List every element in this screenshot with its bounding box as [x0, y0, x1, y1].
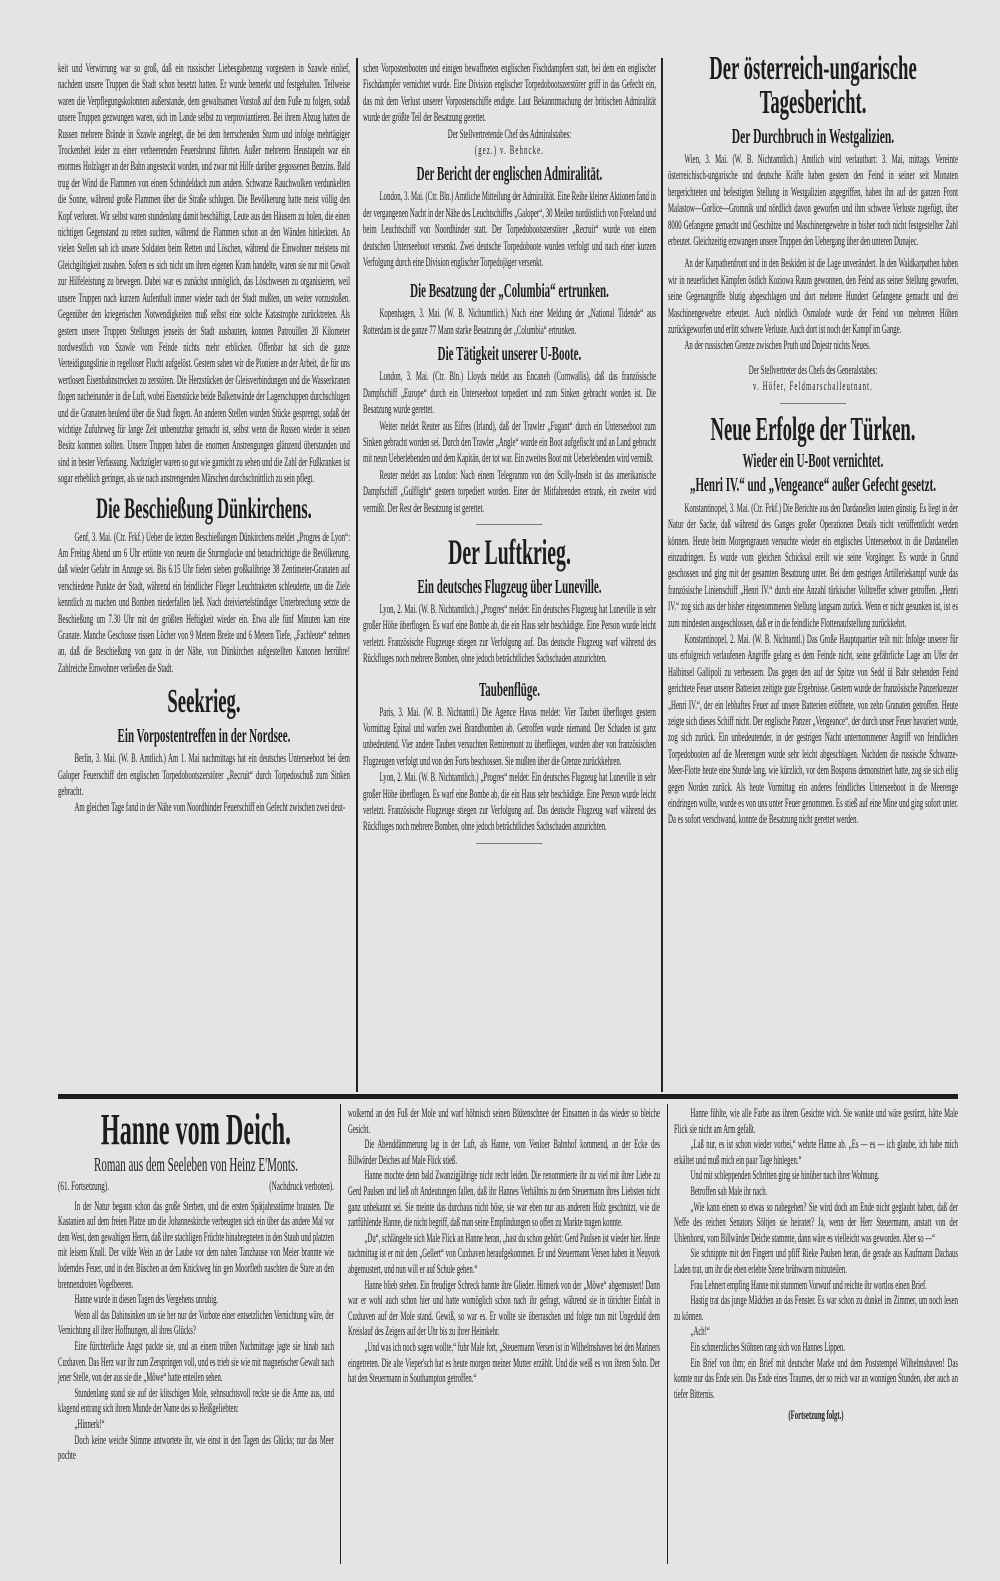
article-tauben-text: Paris, 3. Mai. (W. B. Nichtamtl.) Die Agence Havas meldet: Vier Tauben überflogen gestern Vormittag Epinal und warfen zwei Brandbomben ab. Getroffen wurde niemand. Der Schaden ist ganz unbedeutend. Vier andere Tauben versuchten Remiremont zu überfliegen, wurden aber von französischen Flugzeugen verfolgt und von den Forts beschossen. Sie mußten über die Grenze zurückkehren.: [363, 704, 656, 768]
article-wien-text-2: An der Karpathenfront und in den Beskiden ist die Lage unverändert. In den Waldkarpathen haben wir in neuerlichen Kämpfen östlich Koziowa Raum gewonnen, den Feind aus seiner Stellung geworfen, seine Gegenangriffe blutig abgeschlagen und dort mehrere Hundert Gefangene gemacht und drei Maschinengewehre erbeutet. Auch nördlich Osmalode wurde der Feind von mehreren Höhen zurückgeworfen und erlitt schwere Verluste. Auch dort ist noch der Kampf im Gange.: [668, 256, 958, 337]
novel-paragraph: „Laß nur, es ist schon wieder vorbei,“ wehrte Hanne ab. „Es — es — ich glaube, ich habe mich erkältet und muß mich ein paar Tage hinlegen.“: [674, 1137, 958, 1167]
subheadline-uboot: Wieder ein U-Boot vernichtet.: [742, 449, 884, 472]
article-uboote-text-2: Weiter meldet Reuter aus Eifres (Irland), daß der Trawler „Fugant“ durch ein Unterseeboot zum Sinken gebracht worden sei. Durch den Trawler „Angle“ wurde ein Boot aufgefischt und an Land gebracht mit neun Ueberlebenden und dem Kapitän, der tot war. Ein zweites Boot mit Ueberlebenden wird vermißt.: [363, 418, 656, 466]
article-tauben-text-2: Lyon, 2. Mai. (W. B. Nichtamtlich.) „Progres“ meldet: Ein deutsches Flugzeug hat Luneville in sehr großer Höhe überflogen. Es warf eine Bombe ab, die ein Haus sehr beschädigte. Eine Person wurde leicht verletzt. Französische Flugzeuge stiegen zur Verfolgung auf. Das deutsche Flugzeug warf während des Rückfluges noch mehrere Bomben, ohne jedoch beträchtlichen Sachschaden anzurichten.: [363, 770, 656, 834]
article-wien-text: Wien, 3. Mai. (W. B. Nichtamtlich.) Amtlich wird verlautbart: 3. Mai, mittags. Vereinte österreichisch-ungarische und deutsche Kräfte haben gestern den Feind in seiner seit Monaten hergerichteten und befestigten Stellung in Westgalizien angegriffen, haben ihn auf der ganzen Front Malastow—Gorlice—Gromnik und nördlich davon geworfen und ihm schwere Verluste zugefügt, über 8000 Gefangene gemacht und Geschütze und Maschinengewehre in bisher noch nicht festgestellter Zahl erbeutet. Gleichzeitig erzwangen unsere Truppen den Uebergang über den unteren Dunajec.: [668, 152, 958, 249]
novel-paragraph: Hanne fühlte, wie alle Farbe aus ihrem Gesichte wich. Sie wankte und wäre gestürzt, hätte Male Flick sie nicht am Arm gefaßt.: [674, 1106, 958, 1136]
novel-paragraph: Hastig trat das junge Mädchen an das Fenster. Es war schon zu dunkel im Zimmer, um noch lesen zu können.: [674, 1293, 958, 1323]
novel-paragraph: Und mit schleppenden Schritten ging sie hinüber nach ihrer Wohnung.: [690, 1168, 880, 1183]
novel-paragraph: Hanne mochte denn bald Zwanzigjährige nicht recht leiden. Die renommierte ihr zu viel mit ihrer Liebe zu Gerd Paulsen und ließ oft Andeutungen fallen, daß ihr Hannes Verhältnis zu dem Steuermann ihres Liebsten nicht ganz unbekannt sei. Sie meinte das durchaus nicht böse, sie war eben nur aus anderem Holz geschnitzt, wie die zartfühlende Hanne, die nicht begriff, daß man seine Empfindungen so offen zu Markte tragen konnte.: [348, 1168, 660, 1230]
novel-title: Hanne vom Deich.: [100, 1105, 292, 1154]
headline-duenkirchen: Die Beschießung Dünkirchens.: [96, 491, 312, 525]
article-konstantinopel-text: Konstantinopel, 3. Mai. (Ctr. Frkf.) Die Berichte aus den Dardanellen lauten günstig. Es liegt in der Natur der Sache, daß während des Ganges großer Operationen Details nicht veröffentlicht werden können. Heute beim Morgengrauen versuchte wieder ein englisches Unterseeboot in die Dardanellen einzudringen. Es wurde vom gleichen Schicksal ereilt wie seine Vorgänger. Es wurde in Grund geschossen und ging mit der gesamten Besatzung unter. Bei dem gestrigen Artilleriekampf wurde das französische Linienschiff „Henri IV.“ durch eine Anzahl türkischer Volltreffer schwer getroffen. „Henri IV.“ zog sich aus der bisher eingenommenen Stellung langsam zurück. Wenn er nicht gesunken ist, ist es zum mindesten ausgeschlossen, daß er in die feindliche Flottenaufstellung zurückkehrt.: [668, 500, 958, 630]
novel-paragraph: Die Abenddämmerung lag in der Luft, als Hanne, vom Venloer Bahnhof kommend, an der Ecke des Billwärder Deiches auf Male Flick stieß.: [348, 1137, 660, 1167]
headline-bericht-admiralitaet: Der Bericht der englischen Admiralität.: [416, 163, 603, 186]
article-admiralitaet-text: London, 3. Mai. (Ctr. Bln.) Amtliche Mitteilung der Admiralität. Eine Reihe kleiner Aktionen fand in der vergangenen Nacht in der Nähe des Leuchtschiffes „Galoper“, 30 Meilen nordöstlich von Foreland und beim Leuchtschiff von Noordhinder statt. Der Torpedobootszerstörer „Recruit“ wurde von einem deutschen Unterseeboot versenkt. Zwei deutsche Torpedoboote wurden verfolgt und nach einer kurzen Verfolgung durch eine Division englischer Torpedojäger versenkt.: [363, 189, 656, 270]
headline-luftkrieg: Der Luftkrieg.: [448, 531, 571, 572]
separator: [476, 524, 542, 525]
news-column-2: [363, 60, 656, 852]
novel-paragraph: Ein schmerzliches Stöhnen rang sich von Hannes Lippen.: [690, 1339, 846, 1354]
novel-paragraph: wolkernd an den Fuß der Mole und warf höhnisch seinen Blütenschnee der Einsamen in das wieder so bleiche Gesicht.: [348, 1106, 660, 1136]
continued-notice: (Fortsetzung folgt.): [788, 1408, 844, 1423]
novel-paragraph: Wenn all das Dahinsinken um sie her nur der Vorbote einer entsetzlichen Vernichtung wäre, der Vernichtung all ihrer Hoffnungen, all ihres Glücks?: [58, 1307, 334, 1338]
novel-paragraph: Sie schnippte mit den Fingern und pfiff Rieke Paulsen heran, die gerade aus Kaufmann Dachaus Laden trat, um ihr die eben erlebte Szene brühwarm mitzuteilen.: [674, 1246, 958, 1276]
news-column-3: [668, 52, 958, 828]
article-vorposten-text-2: Am gleichen Tage fand in der Nähe vom Noordhinder Feuerschiff ein Gefecht zwischen zwei deut-: [74, 800, 346, 815]
novel-paragraph: „Und was ich noch sagen wollte,“ fuhr Male fort, „Steuermann Versen ist in Wilhelmshaven bei den Mariners eingetreten. Die alte Vieper'sch hat es heute morgen meiner Mutter erzählt. Und die weiß es von ihrem Sohn. Der hat den Steuermann in Southampton getroffen.“: [348, 1339, 660, 1386]
subheadline-flugzeug: Ein deutsches Flugzeug über Luneville.: [417, 575, 602, 598]
column-rule: [661, 58, 663, 1092]
headline-uboote: Die Tätigkeit unserer U-Boote.: [437, 343, 582, 366]
subheadline-durchbruch: Der Durchbruch in Westgalizien.: [731, 124, 895, 148]
feuilleton-column-2: [348, 1106, 660, 1387]
novel-paragraph: Ein Brief von ihm; ein Brief mit deutscher Marke und dem Poststempel Wilhelmshaven! Das konnte nur das Ende sein. Das Ende eines Traumes, der so reich war an wonnigen Stunden, aber auch an tiefer Bitternis.: [674, 1355, 958, 1401]
article-luneville-text: Lyon, 2. Mai. (W. B. Nichtamtlich.) „Progres“ meldet: Ein deutsches Flugzeug hat Luneville in sehr großer Höhe überflogen. Es warf eine Bombe ab, die ein Haus sehr beschädigte. Eine Person wurde leicht verletzt. Französische Flugzeuge stiegen zur Verfolgung auf. Das deutsche Flugzeug warf während des Rückfluges noch mehrere Bomben, ohne jedoch beträchtlichen Sachschaden anzurichten.: [363, 601, 656, 666]
novel-paragraph: Doch keine weiche Stimme antwortete ihr, wie einst in den Tagen des Glücks; nur das Meer pochte: [58, 1432, 334, 1463]
news-column-1: [58, 60, 350, 816]
article-duenkirchen-text: Genf, 3. Mai. (Ctr. Frkf.) Ueber die letzten Beschießungen Dünkirchens meldet „Progres de Lyon“: Am Freitag Abend um 6 Uhr ertönte von neuem die Sturmglocke und benachrichtigte die Bevölkerung, daß wieder Gefahr im Anzuge sei. Bis 6.15 Uhr fielen sieben großkalibrige 38 Zentimeter-Granaten auf verschiedene Punkte der Stadt, während ein feindlicher Flieger Leuchtraketen schleuderte, um die Ziele kenntlich zu machen und Bomben niederfallen ließ. Nach dreiviertelstündiger Unterbrechung setzte die Beschießung um 7.30 Uhr mit der größten Heftigkeit wieder ein. Etwa alle fünf Minuten kam eine Granate. Manche Geschosse rissen Löcher von 9 Metern Breite und 6 Metern Tiefe, „Fachleute“ nehmen an, daß die Beschießung von ganz in der Nähe, von Dünkirchen aufgestellten Kanonen herrühre! Zahlreiche Einwohner verließen die Stadt.: [58, 529, 350, 675]
signature-name: (gez.) v. Behncke.: [474, 143, 545, 158]
column-rule: [667, 1104, 668, 1564]
subheadline-henri: „Henri IV.“ und „Vengeance“ außer Gefecht gesetzt.: [689, 473, 937, 496]
signature-line: Der Stellvertretende Chef des Admiralstabes:: [447, 126, 572, 141]
novel-paragraph: „Du“, schlängelte sich Male Flick an Hanne heran, „hast du schon gehört: Gerd Paulsen ist wieder hier. Heute nachmittag ist er mit dem „Gellert“ von Cuxhaven heraufgekommen. Er und Steuermann Versen haben in Neuyork abgemustert, und nun will er auf Schule gehen.“: [348, 1230, 660, 1276]
novel-paragraph: Betroffen sah Male ihr nach.: [690, 1183, 768, 1198]
novel-paragraph: In der Natur begann schon das große Sterben, und die ersten Spätjahrsstürme brausten. Die Kastanien auf dem freien Platze um die Johanneskirche verbeugten sich ein über das andere Mal vor dem West, dem gewaltigen Herrn, daß ihre stachligen Früchte hinabregneten in den Staub und platzten mit leisem Knall. Der wilde Wein an der Laube vor dem nahen Tanzhause von Meier brannte wie loderndes Feuer, und in den Büschen an dem Knickweg hin gen Moorfleth naschten die Stare an den brennendroten Vogelbeeren.: [58, 1198, 334, 1291]
feuilleton-column-1: [58, 1104, 334, 1464]
article-wien-text-3: An der russischen Grenze zwischen Pruth und Dnjestr nichts Neues.: [684, 338, 871, 353]
article-uboote-text-3: Reuter meldet aus London: Nach einem Telegramm von den Scilly-Inseln ist das amerikanische Dampfschiff „Gulflight“ gestern torpediert worden. Einer der Mitfahrenden ertrank, ein zweiter wird vermißt. Der Rest der Besatzung ist gerettet.: [363, 467, 656, 515]
signature-name: v. Höfer, Feldmarschalleutnant.: [753, 379, 873, 394]
article-uboote-text: London, 3. Mai. (Ctr. Bln.) Lloyds meldet aus Encaneh (Cornwallis), daß das französische Dampfschiff „Europe“ durch ein Unterseeboot torpediert und zum Sinken gebracht worden ist. Die Besatzung wurde gerettet.: [363, 369, 656, 417]
signature-line: Der Stellvertreter des Chefs des Generalstabes:: [748, 362, 878, 377]
headline-columbia: Die Besatzung der „Columbia“ ertrunken.: [410, 280, 609, 303]
article-columbia-text: Kopenhagen, 3. Mai. (W. B. Nichtamtlich.) Nach einer Meldung der „National Tidende“ aus Rotterdam ist die ganze 77 Mann starke Besatzung der „Columbia“ ertrunken.: [363, 306, 656, 337]
article-konstantinopel-text-2: Konstantinopel, 2. Mai. (W. B. Nichtamtl.) Das Große Hauptquartier teilt mit: Infolge unserer für uns erfolgreich verlaufenen Angriffe gelang es dem Feinde nicht, seine gefährliche Lage am Ufer der Halbinsel Gallipoli zu verbessern. Das gegen den auf der Spitze von Sedd ül Bahr stehenden Feind gerichtete Feuer unserer Batterien zeitigte gute Ergebnisse. Gestern wurde der französische Panzerkreuzer „Henri IV.“, der ein lebhaftes Feuer auf unsere Batterien eröffnete, von zehn Granaten getroffen. Heute zeigte sich dieses Schiff nicht. Der englische Panzer „Vengeance“, der durch unser Feuer havariert wurde, zog sich zurück. Ein unbedeutender, in der gestrigen Nacht unternommener Angriff von feindlichen Torpedobooten auf die Meerengen wurde sehr leicht abgeschlagen. Nachdem die russische Schwarze-Meer-Flotte heute eine Stunde lang, wie kürzlich, vor dem Bosporus demonstriert hatte, zog sie sich eilig gegen Norden zurück. Als heute Vormittag ein anderes feindliches Unterseeboot in die Meerenge eindringen wollte, wurde es von uns unter Feuer genommen. Es stieß auf eine Mine und ging sofort unter. Da es sofort verschwand, konnte die Besatzung nicht gerettet werden.: [668, 631, 958, 827]
headline-seekrieg: Seekrieg.: [167, 683, 241, 721]
separator: [780, 403, 846, 404]
article-vorposten-text: Berlin, 3. Mai. (W. B. Amtlich.) Am 1. Mai nachmittags hat ein deutsches Unterseeboot bei dem Galoper Feuerschiff den englischen Torpedobootszerstörer „Recruit“ durch Torpedoschuß zum Sinken gebracht.: [58, 751, 350, 799]
novel-subtitle: Roman aus dem Seeleben von Heinz E'Monts.: [94, 1154, 298, 1176]
installment-number: (61. Fortsetzung).: [58, 1178, 110, 1193]
novel-paragraph: „Wie kann einem so etwas so nahegehen? Sie wird doch am Ende nicht geglaubt haben, daß der Neffe des reichen Senators Söltjen sie heiratet? Ja, wenn der Herr Steuermann, anstatt von der Uhlenhorst, vom Billwärder Deiche stammte, dann wäre es vielleicht was geworden. Aber so —“: [674, 1199, 958, 1245]
reprint-notice: (Nachdruck verboten).: [269, 1178, 334, 1193]
article-vorposten-continued: schen Vorpostenbooten und einigen bewaffneten englischen Fischdampfern statt, bei dem ein englischer Fischdampfer vernichtet wurde. Eine Division englischer Torpedobootszerstörer griff in das Gefecht ein, das mit dem Verlust unserer Vorpostenschiffe endigte. Laut Bekanntmachung der britischen Admiralität wurde der größte Teil der Besatzung gerettet.: [363, 61, 656, 125]
feuilleton-divider: [58, 1094, 958, 1099]
headline-taubenfluege: Taubenflüge.: [478, 678, 540, 701]
novel-paragraph: Hanne blieb stehen. Ein freudiger Schreck bannte ihre Glieder. Hinnerk von der „Möwe“ abgemustert! Dann war er wohl auch schon hier und hatte womöglich schon nach ihr gefragt, während sie in törichter Einfalt in Cuxhaven auf der Mole stand. Gewiß, so war es. Er wollte sie überraschen und folgte nun mit Ungeduld dem Kreislauf des Zeigers auf der Uhr bis zu ihrer Heimkehr.: [348, 1277, 660, 1339]
article-szawle-text: keit und Verwirrung war so groß, daß ein russischer Liebesgabenzug vorgestern in Szawle einlief, nachdem unsere Truppen die Stadt schon besetzt hatten. Er wurde bemerkt und festgehalten. Teilweise waren die Verpflegungskolonnen außerstande, dem gewaltsamen Vorstoß auf dem Fuße zu folgen, sodaß unsere Truppen gezwungen waren, sich im Lande selbst zu verproviantieren. Bei ihrem Abzug hatten die Russen mehrere Brände in Szawle angelegt, die bei dem herrschenden Sturm und infolge mehrtägiger Trockenheit leider zu einer verheerenden Feuersbrunst führten. Außer mehreren Heustapeln war ein enormes Holzlager an der Bahn angesteckt worden, und zwar mit Hilfe darüber gegossenen Benzins. Bald trug der Wind die Flammen von einem Schindeldach zum andern. Schwarze Rauchwolken verdunkelten die Sonne, während große Flammen über die Straße schlugen. Die Bevölkerung hatte meist völlig den Kopf verloren. Wir selbst waren stundenlang damit beschäftigt, Leute aus den Häusern zu holen, die einen nichtigen Gegenstand zu retten suchten, während die Flammen schon an den Wänden hinleckten. An vielen Stellen sah ich unsere Soldaten beim Retten und Löschen, während die Einwohner meistens mit Gleichgiltigkeit zusahen. Sofern es sich nicht um ihren eigenen Kram handelte, waren sie nur mit Gewalt zur Hilfeleistung zu bewegen. Dabei war es zunächst unmöglich, das Löschwesen zu organisieren, weil unsere Truppen nach kurzem Aufenthalt immer wieder nach der Stadt mußten, um weiter vorzustoßen. Gegenüber den kriegerischen Notwendigkeiten muß selbst eine solche Katastrophe zurücktreten. Als gestern unsere Truppen Stellungen jenseits der Stadt ausbauten, konnten Patrouillen 20 Kilometer nordwestlich von Szawle vom Feinde nichts mehr erblicken. Offenbar hat sich die ganze Verteidigungslinie in regelloser Flucht aufgelöst. Gestern sahen wir die Pioniere an der Arbeit, die für uns wertlosen Eisenbahnstrecken zu zerstören. Die Herzstücken der Gleisverbindungen und die Wasserkranen flogen nacheinander in die Luft, wobei Eisenstücke beide Balkenwände der Lagerschuppen durchschlugen und die Granaten heulend über die Stadt flogen. An anderen Stellen wurden Stücke gesprengt, sodaß der wichtige Zufuhrweg für lange Zeit unbenutzbar gemacht ist, selbst wenn die Russen wieder in seinen Besitz kommen sollten. Unsere Truppen haben die enormen Anstrengungen glänzend überstanden und sind in bester Verfassung. Nachzügler waren so gut wie garnicht zu sehen und die Zahl der Fußkranken ist sogar erheblich geringer, als sie nach anstrengenden Märschen durchschnittlich zu sein pflegt.: [58, 61, 350, 486]
headline-oesterreich: Der österreich-ungarische Tagesbericht.: [709, 50, 917, 121]
novel-paragraph: „Ach!“: [690, 1324, 710, 1339]
novel-paragraph: „Hinnerk!“: [74, 1416, 105, 1431]
novel-paragraph: Frau Lehnert empfing Hanne mit stummem Vorwurf und reichte ihr wortlos einen Brief.: [690, 1277, 927, 1292]
novel-paragraph: Hanne wurde in diesen Tagen des Vergehens unruhig.: [74, 1292, 219, 1307]
column-rule: [340, 1104, 341, 1564]
headline-tuerken: Neue Erfolge der Türken.: [710, 410, 916, 448]
separator: [476, 843, 542, 844]
novel-paragraph: Stundenlang stand sie auf der klitschigen Mole, sehnsuchtsvoll reckte sie die Arme aus, und klagend entrang sich ihrem Munde der Name des so Heißgeliebten:: [58, 1385, 334, 1416]
column-rule: [356, 58, 358, 1092]
subheadline-vorposten: Ein Vorpostentreffen in der Nordsee.: [117, 725, 291, 748]
feuilleton-column-3: [674, 1106, 958, 1424]
novel-paragraph: Eine fürchterliche Angst packte sie, und an einem trüben Nachmittage jagte sie hinab nach Cuxhaven. Das Herz war ihr zum Zerspringen voll, und es trieb sie wie mit magnetischer Gewalt nach jener Stelle, von der aus sie die „Möwe“ hatte enteilen sehen.: [58, 1338, 334, 1385]
